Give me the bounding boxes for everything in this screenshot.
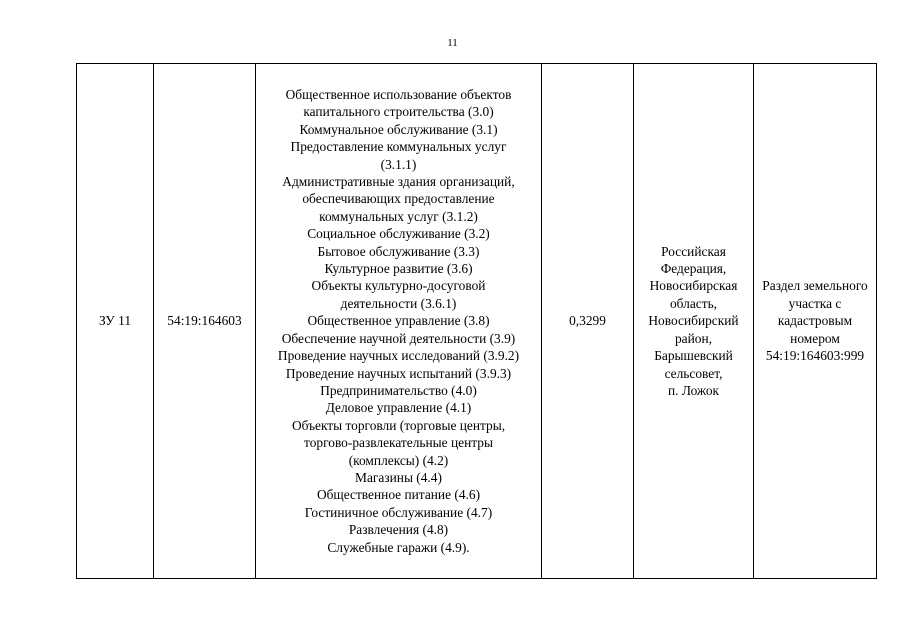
text-line: Культурное развитие (3.6)	[324, 261, 473, 277]
plot-id: ЗУ 11	[98, 313, 132, 329]
text-line: Бытовое обслуживание (3.3)	[317, 243, 480, 259]
page-number: 11	[447, 37, 458, 49]
text-line: район,	[674, 330, 712, 346]
text-line: Административные здания организаций,	[282, 174, 515, 190]
text-line: 54:19:164603:999	[765, 348, 865, 364]
land-plot-table	[76, 63, 877, 579]
text-line: Деловое управление (4.1)	[325, 400, 472, 416]
text-line: Объекты торговли (торговые центры,	[291, 417, 506, 433]
text-line: участка с	[788, 295, 842, 311]
text-line: Гостиничное обслуживание (4.7)	[304, 504, 493, 520]
permitted-uses-cell	[256, 64, 542, 579]
text-line: (3.1.1)	[380, 156, 417, 172]
text-line: Социальное обслуживание (3.2)	[307, 226, 490, 242]
text-line: область,	[669, 295, 718, 311]
text-line: Предоставление коммунальных услуг	[290, 139, 507, 155]
text-line: Обеспечение научной деятельности (3.9)	[281, 330, 516, 346]
text-line: Общественное питание (4.6)	[316, 487, 481, 503]
text-line: п. Ложок	[667, 382, 720, 398]
cadastral-quarter-cell	[154, 64, 256, 579]
formation-method-cell	[754, 64, 877, 579]
text-line: Коммунальное обслуживание (3.1)	[299, 121, 498, 137]
plot-id-cell	[77, 64, 154, 579]
text-line: Общественное управление (3.8)	[307, 313, 490, 329]
permitted-uses-list	[257, 86, 540, 556]
text-line: коммунальных услуг (3.1.2)	[319, 208, 478, 224]
location-cell	[634, 64, 754, 579]
text-line: Российская	[661, 243, 726, 259]
text-line: обеспечивающих предоставление	[302, 191, 495, 207]
text-line: Служебные гаражи (4.9).	[327, 539, 470, 555]
text-line: Федерация,	[660, 261, 727, 277]
text-line: капитального строительства (3.0)	[303, 104, 494, 120]
text-line: деятельности (3.6.1)	[340, 295, 457, 311]
text-line: Предпринимательство (4.0)	[320, 382, 477, 398]
text-line: Барышевский	[654, 348, 733, 364]
text-line: Проведение научных исследований (3.9.2)	[277, 348, 520, 364]
text-line: Магазины (4.4)	[355, 469, 442, 485]
table-row	[77, 64, 877, 579]
text-line: Общественное использование объектов	[285, 87, 512, 103]
cadastral-quarter: 54:19:164603	[167, 313, 242, 329]
area-value: 0,3299	[569, 313, 606, 329]
text-line: сельсовет,	[664, 365, 723, 381]
text-line: номером	[790, 330, 840, 346]
text-line: кадастровым	[777, 313, 853, 329]
text-line: торгово-развлекательные центры	[304, 435, 493, 451]
text-line: (комплексы) (4.2)	[348, 452, 449, 468]
text-line: Новосибирский	[648, 313, 739, 329]
location-text	[635, 243, 752, 400]
text-line: Развлечения (4.8)	[348, 522, 449, 538]
text-line: Новосибирская	[649, 278, 738, 294]
text-line: Раздел земельного	[762, 278, 868, 294]
text-line: Объекты культурно-досуговой	[311, 278, 486, 294]
area-cell	[542, 64, 634, 579]
text-line: Проведение научных испытаний (3.9.3)	[285, 365, 512, 381]
formation-method-text	[755, 277, 875, 364]
